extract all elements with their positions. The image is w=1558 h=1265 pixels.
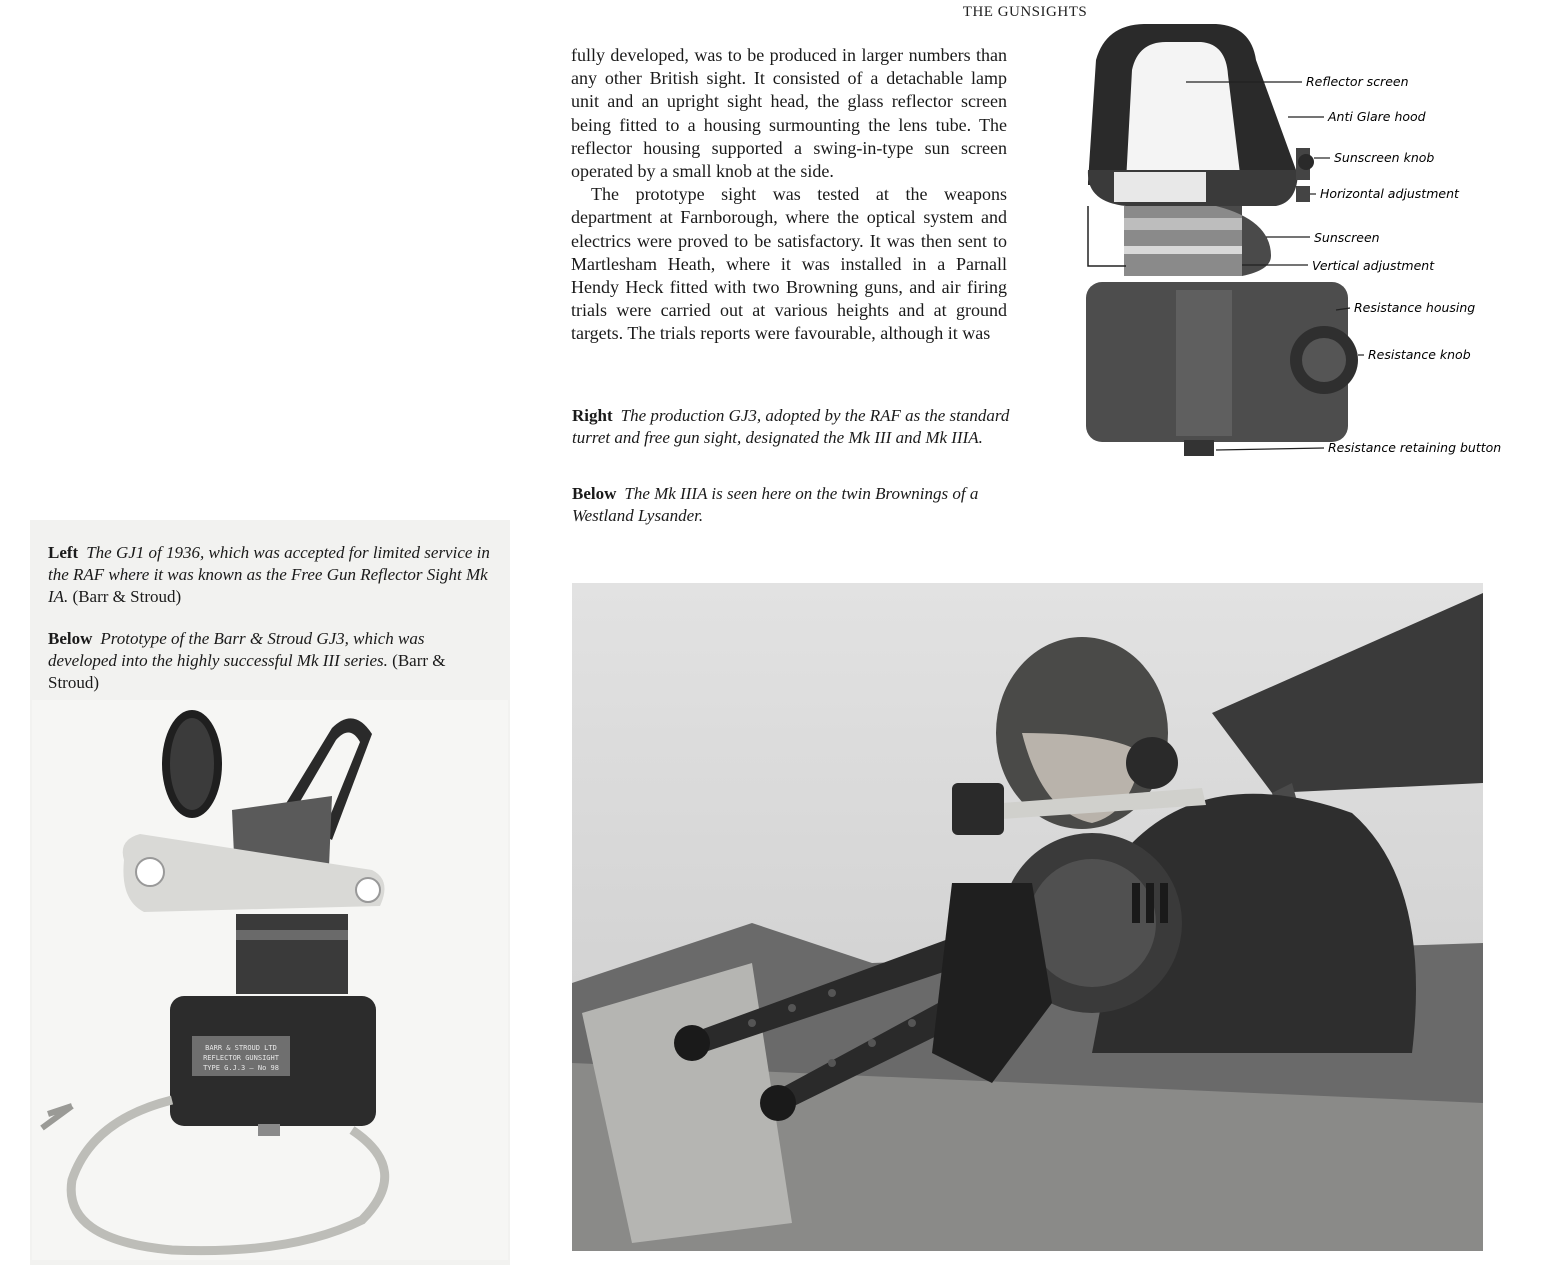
- caption-lead: Left: [48, 543, 79, 562]
- body-paragraph-2: The prototype sight was tested at the weapons department at Farnborough, where the optical system and electrics were proved to be satisfactory. It was then sent to Martlesham Heath, where it was installed in a Parnall Hendy Heck fitted with two Browning guns, and air firing trials were carried out at various heights and at ground targets. The trials reports were favourable, although it was: [571, 184, 1007, 344]
- callout-resistance-knob: Resistance knob: [1368, 347, 1471, 362]
- callout-reflector-screen: Reflector screen: [1306, 74, 1409, 89]
- caption-text: The Mk IIIA is seen here on the twin Brownings of a Westland Lysander.: [572, 484, 979, 525]
- muzzle-1: [674, 1025, 710, 1061]
- caption-left: [48, 542, 490, 608]
- callout-horizontal-adjustment: Horizontal adjustment: [1320, 186, 1459, 201]
- caption-below-left: [48, 628, 490, 694]
- photo-lysander-gunner: [572, 583, 1483, 1251]
- ear-cup: [1126, 737, 1178, 789]
- lens-tube: [236, 914, 348, 994]
- muzzle-2: [760, 1085, 796, 1121]
- callout-sunscreen: Sunscreen: [1314, 230, 1380, 245]
- caption-lead: Right: [572, 406, 613, 425]
- lens-tube-shape: [1124, 206, 1242, 276]
- resistance-retaining-button-shape: [1184, 440, 1214, 456]
- body-text: [571, 44, 1007, 346]
- caption-text: Prototype of the Barr & Stroud GJ3, which was developed into the highly successful Mk III series.: [48, 629, 425, 670]
- callout-anti-glare-hood: Anti Glare hood: [1328, 109, 1426, 124]
- gunsight-head: [952, 783, 1004, 835]
- gunsight-diagram: [1066, 20, 1546, 500]
- caption-right: [572, 405, 1012, 449]
- callout-resistance-housing: Resistance housing: [1354, 300, 1476, 315]
- reflector-screen-shape: [1126, 42, 1241, 182]
- running-header: THE GUNSIGHTS: [962, 4, 1088, 20]
- horizontal-adjust-shape: [1296, 186, 1310, 202]
- sunscreen-band-shape: [1114, 172, 1206, 202]
- caption-text: The GJ1 of 1936, which was accepted for limited service in the RAF where it was known as the Free Gun Reflector Sight Mk IA.: [48, 543, 490, 606]
- photo-gj3-prototype: [32, 700, 508, 1260]
- plate-line-3: TYPE G.J.3 — No 98: [203, 1064, 279, 1072]
- callout-resistance-retaining-button: Resistance retaining button: [1328, 440, 1502, 455]
- caption-credit: (Barr & Stroud): [48, 651, 446, 692]
- plate-line-2: REFLECTOR GUNSIGHT: [203, 1054, 279, 1062]
- callout-sunscreen-knob: Sunscreen knob: [1334, 150, 1435, 165]
- caption-lead: Below: [572, 484, 617, 503]
- caption-below-right: [572, 483, 1012, 527]
- caption-text: The production GJ3, adopted by the RAF as the standard turret and free gun sight, designated the Mk III and Mk IIIA.: [572, 406, 1010, 447]
- body-paragraph-1: fully developed, was to be produced in larger numbers than any other British sight. It consisted of a detachable lamp unit and an upright sight head, the glass reflector screen being fitted to a housing surmounting the lens tube. The reflector housing supported a swing-in-type sun screen operated by a small knob at the side.: [571, 45, 1007, 182]
- callout-vertical-adjustment: Vertical adjustment: [1312, 258, 1435, 273]
- sunscreen-knob-cap: [1298, 154, 1314, 170]
- plate-line-1: BARR & STROUD LTD: [205, 1044, 277, 1052]
- caption-lead: Below: [48, 629, 93, 648]
- caption-credit: (Barr & Stroud): [72, 587, 182, 606]
